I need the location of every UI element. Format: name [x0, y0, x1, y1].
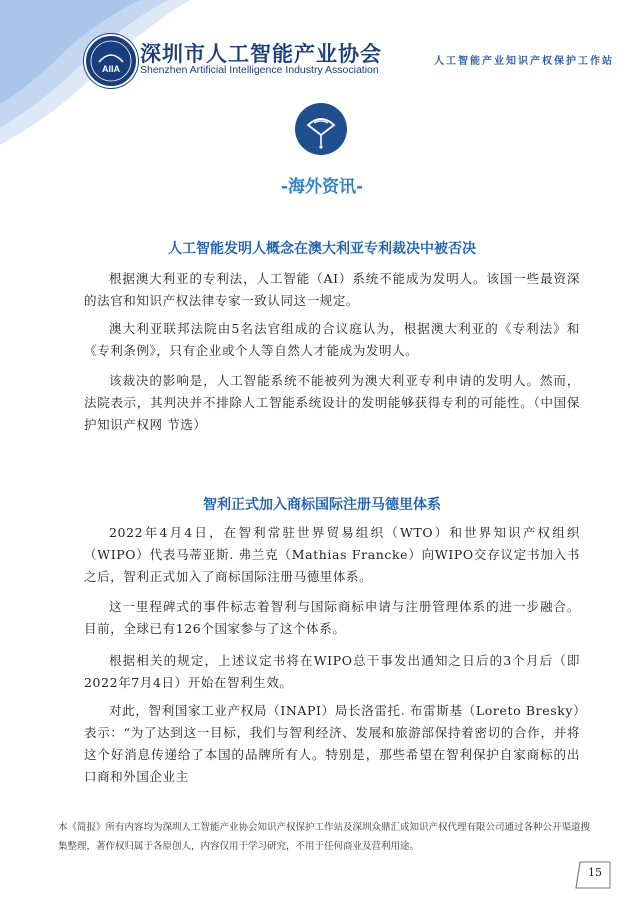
page-number: 15 — [588, 866, 602, 879]
article-paragraph: 该裁决的影响是，人工智能系统不能被列为澳大利亚专利申请的发明人。然而，法院表示，其判决并不排除人工智能系统设计的发明能够获得专利的可能性。（中国保护知识产权网 节选） — [84, 373, 580, 432]
article-paragraph: 根据澳大利亚的专利法，人工智能（AI）系统不能成为发明人。该国一些最资深的法官和知识产权法律专家一致认同这一规定。 — [84, 271, 580, 308]
article-title: 人工智能发明人概念在澳大利亚专利裁决中被否决 — [168, 241, 476, 257]
article-title: 智利正式加入商标国际注册马德里体系 — [203, 497, 441, 513]
article-paragraph: 2022年4月4日，在智利常驻世界贸易组织（WTO）和世界知识产权组织（WIPO）代表马蒂亚斯. 弗兰克（Mathias Francke）向WIPO交存议定书加入书之后，智利正式加入了商标国际注册马德里体系。 — [84, 525, 580, 584]
section-title: -海外资讯- — [280, 177, 364, 197]
article-paragraph: 对此，智利国家工业产权局（INAPI）局长洛雷托. 布雷斯基（Loreto Bresky）表示：“为了达到这一目标，我们与智利经济、发展和旅游部保持着密切的合作，并将这个好消息传递给了本国的品牌所有人。特别是，那些希望在智利保护自家商标的出口商和外国企业主 — [84, 703, 580, 784]
article-paragraph: 根据相关的规定，上述议定书将在WIPO总干事发出通知之日后的3个月后（即2022年7月4日）开始在智利生效。 — [84, 653, 580, 690]
association-logo — [84, 34, 138, 88]
org-name-en: Shenzhen Artificial Intelligence Industry Association — [140, 64, 379, 76]
header-workstation-title: 人工智能产业知识产权保护工作站 — [434, 56, 614, 67]
article-paragraph: 澳大利亚联邦法院由5名法官组成的合议庭认为，根据澳大利亚的《专利法》和《专利条例》，只有企业或个人等自然人才能成为发明人。 — [84, 321, 580, 358]
fan-emblem-icon — [295, 103, 347, 155]
copyright-note: 本《简报》所有内容均为深圳人工智能产业协会知识产权保护工作站及深圳众鼎汇成知识产权代理有限公司通过各种公开渠道搜集整理，著作权归属于各原创人，内容仅用于学习研究，不用于任何商业及营利用途。 — [58, 822, 591, 852]
logo-text: AIIA — [102, 64, 120, 74]
article-paragraph: 这一里程碑式的事件标志着智利与国际商标申请与注册管理体系的进一步融合。目前，全球已有126个国家参与了这个体系。 — [84, 599, 580, 636]
org-name-cn: 深圳市人工智能产业协会 — [140, 42, 382, 66]
